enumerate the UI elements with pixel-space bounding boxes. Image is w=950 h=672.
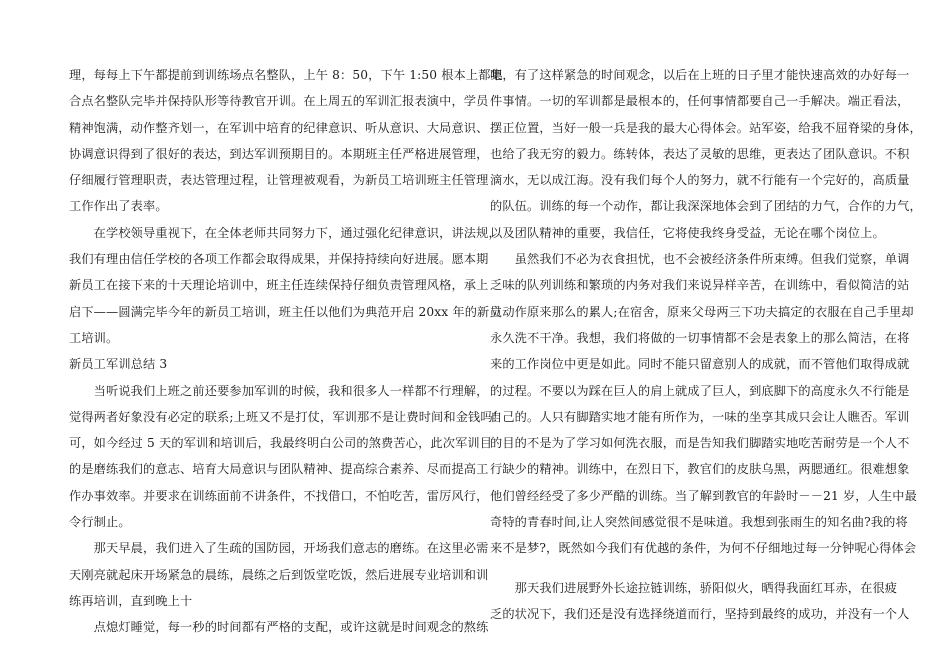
left-column-line: 工作作出了表率。: [69, 199, 168, 214]
left-column-line: 的是磨练我们的意志、培育大局意识与团队精神、提高综合素养、尽而提高工: [69, 462, 489, 477]
left-column-line: 觉得两者好象没有必定的联系;上班又不是打仗，军训那不是让费时间和金钱吗!: [69, 409, 498, 424]
left-column-line: 令行制止。: [69, 515, 131, 530]
right-column-line: 奇特的青春时间,让人突然间感觉很不是味道。我想到张雨生的知名曲?我的将: [490, 515, 908, 530]
left-column-line: 新员工军训总结 3: [69, 357, 168, 372]
right-column-line: 来不是梦?，既然如今我们有优越的条件，为何不仔细地过每一分钟呢心得体会: [490, 541, 917, 556]
left-column-line: 理，每每上下午都提前到训练场点名整队，上午 8：50，下午 1:50 根本上都集: [69, 68, 503, 82]
right-column-line: 乏的状况下，我们还是没有选择绕道而行，坚持到最终的成功，并没有一个人: [490, 606, 910, 621]
right-column-line: 来的工作岗位中更是如此。同时不能只留意别人的成就，而不管他们取得成就: [490, 357, 910, 372]
left-column-line: 当听说我们上班之前还要参加军训的时候，我和很多人一样都不行理解，: [69, 383, 489, 398]
left-column-line: 仔细履行管理职责，表达管理过程，让管理被观看，为新员工培训班主任管理: [69, 173, 489, 188]
left-column-line: 那天早晨，我们进入了生疏的国防园，开场我们意志的磨练。在这里必需: [69, 541, 489, 556]
right-column-line: 立动作原来那么的累人;在宿舍，原来父母两三下功夫搞定的衣服在自己手里却: [490, 304, 914, 319]
right-column-line: 的队伍。训练的每一个动作，都让我深深地体会到了团结的力气，合作的力气，: [490, 199, 922, 214]
right-column-line: 自己的。人只有脚踏实地才能有所作为，一味的坐享其成只会让人瞧否。军训: [490, 409, 910, 424]
right-column-line: 虽然我们不必为衣食担忧，也不会被经济条件所束缚。但我们觉察，单调: [490, 252, 910, 267]
right-column-line: 永久洗不干净。我想，我们将做的一切事情都不会是表象上的那么简洁，在将: [490, 330, 910, 345]
right-text-column: [490, 62, 922, 627]
right-column-line: 件事情。一切的军训都是最根本的，任何事情都要自己一手解决。端正看法，: [490, 94, 910, 109]
left-column-line: 点熄灯睡觉，每一秒的时间都有严格的支配，或许这就是时间观念的熬练: [69, 620, 489, 635]
right-column-line: 吧，有了这样紧急的时间观念，以后在上班的日子里才能快速高效的办好每一: [490, 68, 910, 82]
right-column-line: 的过程。不要以为踩在巨人的肩上就成了巨人，到底脚下的高度永久不行能是: [490, 383, 910, 398]
right-column-line: 以及团队精神的重要，我信任，它将使我终身受益，无论在哪个岗位上。: [490, 225, 885, 240]
left-column-line: 作办事效率。并要求在训练面前不讲条件，不找借口，不怕吃苦，雷厉风行，: [69, 488, 489, 503]
right-column-line: 也给了我无穷的毅力。练转体，表达了灵敏的思维，更表达了团队意识。不积: [490, 146, 910, 161]
right-column-line: 的目的不是为了学习如何洗衣服，而是告知我们脚踏实地吃苦耐劳是一个人不: [490, 436, 910, 451]
left-column-line: 新员工在接下来的十天理论培训中，班主任连续保持仔细负责管理风格，承上: [69, 278, 489, 293]
left-column-line: 天刚亮就起床开场紧急的晨练，晨练之后到饭堂吃饭，然后进展专业培训和训: [69, 567, 489, 582]
left-column-line: 可，如今经过 5 天的军训和培训后，我最终明白公司的煞费苦心，此次军训目: [69, 436, 493, 451]
left-column-line: 在学校领导重视下，在全体老师共同努力下，通过强化纪律意识，讲法规，: [69, 225, 501, 240]
right-column-line: 摆正位置，当好一般一兵是我的最大心得体会。站军姿，给我不屈脊梁的身体，: [490, 120, 922, 135]
right-column-line: 滴水，无以成江海。没有我们每个人的努力，就不行能有一个完好的，高质量: [490, 173, 910, 188]
left-column-line: 协调意识得到了很好的表达，到达军训预期目的。本期班主任严格进展管理，: [69, 146, 489, 161]
left-column-line: 启下——圆满完毕今年的新员工培训，班主任以他们为典范开启 20xx 年的新员: [69, 304, 502, 319]
left-text-column: [69, 62, 503, 641]
left-column-line: 练再培训，直到晚上十: [69, 593, 193, 608]
left-column-line: 合点名整队完毕并保持队形等待教官开训。在上周五的军训汇报表演中，学员: [69, 94, 489, 109]
left-column-line: 工培训。: [69, 330, 119, 345]
left-column-line: 我们有理由信任学校的各项工作都会取得成果，并保持持续向好进展。愿本期: [69, 252, 489, 267]
right-column-line: 他们曾经经受了多少严酷的训练。当了解到教官的年龄时－－21 岁，人生中最: [490, 488, 917, 503]
right-column-line: 乏味的队列训练和繁琐的内务对我们来说异样辛苦，在训练中，看似简洁的站: [490, 278, 910, 293]
right-column-line: 那天我们进展野外长途拉链训练，骄阳似火，晒得我面红耳赤，在很疲: [490, 580, 898, 595]
right-column-line: 行缺少的精神。训练中，在烈日下，教官们的皮肤乌黑，两腮通红。很难想象: [490, 462, 910, 477]
left-column-line: 精神饱满，动作整齐划一，在军训中培育的纪律意识、听从意识、大局意识、: [69, 120, 489, 135]
right-column-line: [490, 562, 872, 575]
